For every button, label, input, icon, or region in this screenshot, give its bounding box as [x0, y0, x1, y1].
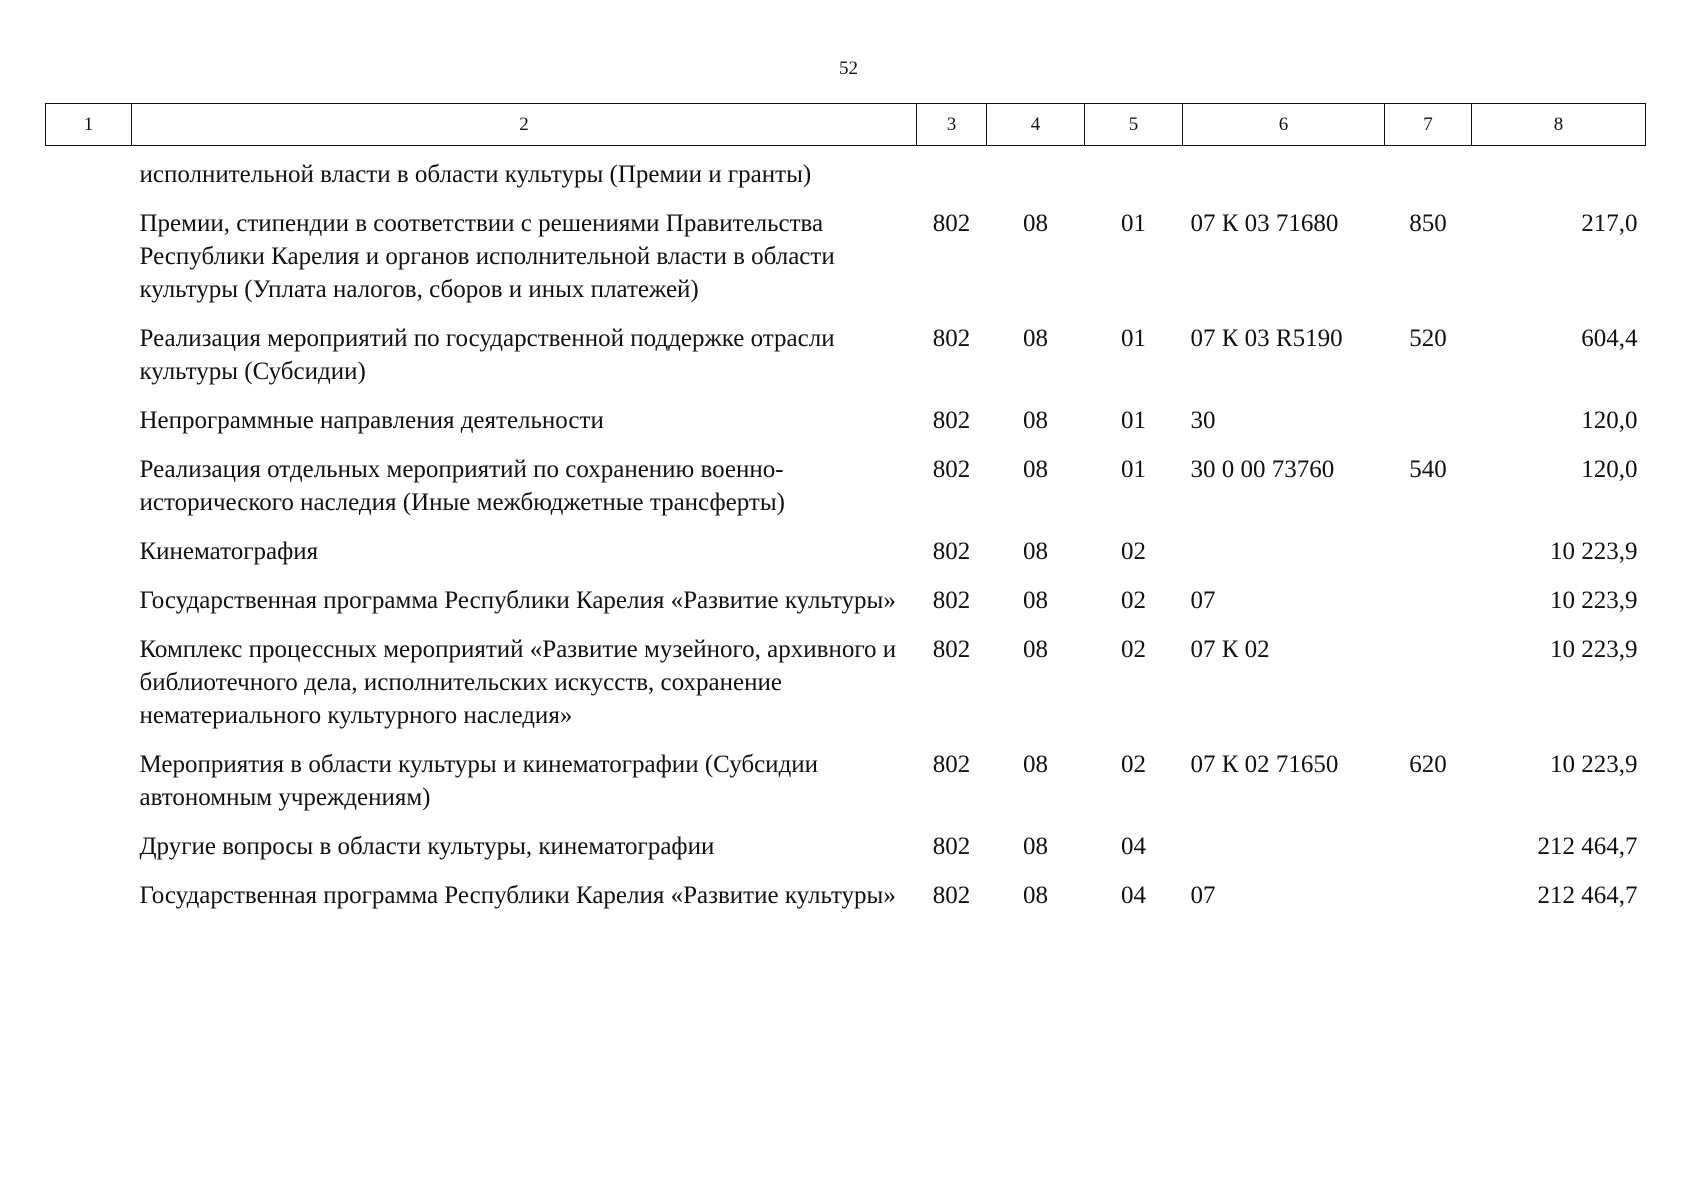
cell-amount: 120,0 — [1581, 456, 1638, 483]
cell-name: Другие вопросы в области культуры, кинематографии — [139, 833, 715, 860]
cell-number — [46, 535, 132, 584]
cell-expense-type: 850 — [1409, 210, 1447, 237]
cell-amount: 212 464,7 — [1537, 882, 1638, 909]
cell-section-code: 08 — [1023, 882, 1048, 909]
cell-section-code: 08 — [1023, 587, 1048, 614]
table-row — [46, 207, 1646, 322]
cell-target-article: 07 К 03 71680 — [1190, 210, 1339, 237]
cell-number — [46, 879, 132, 928]
cell-expense-type — [1385, 584, 1472, 633]
cell-number — [46, 584, 132, 633]
cell-section-code: 08 — [1023, 833, 1048, 860]
cell-number — [46, 748, 132, 830]
column-number-header-row — [46, 104, 1646, 146]
cell-department-code: 802 — [932, 833, 971, 860]
cell-target-article: 07 — [1190, 587, 1216, 614]
cell-expense-type: 520 — [1409, 325, 1447, 352]
column-header: 8 — [1472, 104, 1646, 146]
cell-department-code: 802 — [932, 325, 971, 352]
table-row — [46, 748, 1646, 830]
cell-name: Непрограммные направления деятельности — [139, 407, 604, 434]
column-header: 1 — [46, 104, 132, 146]
column-header: 6 — [1183, 104, 1385, 146]
cell-name: Реализация мероприятий по государственной поддержке отрасли культуры (Субсидии) — [139, 325, 835, 385]
table-row — [46, 322, 1646, 404]
cell-amount: 120,0 — [1581, 407, 1638, 434]
cell-department-code: 802 — [932, 636, 971, 663]
cell-name: Премии, стипендии в соответствии с решениями Правительства Республики Карелия и органов исполнительной власти в области культуры (Уплата налогов, сборов и иных платежей) — [139, 210, 835, 303]
cell-department-code: 802 — [932, 407, 971, 434]
cell-department-code: 802 — [932, 210, 971, 237]
cell-number — [46, 207, 132, 322]
cell-number — [46, 322, 132, 404]
cell-number — [46, 633, 132, 748]
cell-target-article — [1183, 146, 1385, 208]
cell-department-code: 802 — [932, 538, 971, 565]
cell-department-code: 802 — [932, 587, 971, 614]
cell-section-code: 08 — [1023, 538, 1048, 565]
table-row — [46, 146, 1646, 208]
cell-section-code: 08 — [1023, 210, 1048, 237]
cell-expense-type — [1385, 879, 1472, 928]
cell-subsection-code: 01 — [1121, 456, 1146, 483]
cell-amount: 217,0 — [1581, 210, 1638, 237]
cell-subsection-code: 01 — [1121, 407, 1146, 434]
cell-section-code: 08 — [1023, 456, 1048, 483]
column-header: 4 — [987, 104, 1085, 146]
cell-number — [46, 146, 132, 208]
table-row — [46, 879, 1646, 928]
table-body — [46, 146, 1646, 929]
cell-department-code: 802 — [932, 456, 971, 483]
cell-expense-type — [1385, 535, 1472, 584]
cell-expense-type: 540 — [1409, 456, 1447, 483]
cell-section-code: 08 — [1023, 407, 1048, 434]
cell-expense-type — [1385, 146, 1472, 208]
cell-amount — [1472, 146, 1646, 208]
cell-subsection-code: 02 — [1121, 587, 1146, 614]
cell-subsection-code: 02 — [1121, 751, 1146, 778]
cell-amount: 10 223,9 — [1550, 538, 1638, 565]
cell-number — [46, 830, 132, 879]
cell-subsection-code: 01 — [1121, 210, 1146, 237]
cell-department-code — [917, 146, 987, 208]
cell-department-code: 802 — [932, 751, 971, 778]
column-header: 5 — [1085, 104, 1183, 146]
table-row — [46, 404, 1646, 453]
cell-target-article: 07 К 03 R5190 — [1190, 325, 1343, 352]
cell-section-code — [987, 146, 1085, 208]
cell-number — [46, 404, 132, 453]
cell-subsection-code: 02 — [1121, 538, 1146, 565]
cell-name: Комплекс процессных мероприятий «Развитие музейного, архивного и библиотечного дела, исполнительских искусств, сохранение нематериального культурного наследия» — [139, 636, 897, 729]
cell-target-article: 07 К 02 71650 — [1190, 751, 1339, 778]
cell-target-article — [1183, 535, 1385, 584]
cell-department-code: 802 — [932, 882, 971, 909]
budget-table — [45, 103, 1646, 928]
cell-target-article: 30 — [1190, 407, 1216, 434]
cell-expense-type — [1385, 404, 1472, 453]
column-header: 2 — [132, 104, 917, 146]
cell-target-article — [1183, 830, 1385, 879]
table-row — [46, 453, 1646, 535]
table-row — [46, 830, 1646, 879]
cell-amount: 604,4 — [1581, 325, 1638, 352]
cell-target-article: 07 — [1190, 882, 1216, 909]
cell-target-article: 30 0 00 73760 — [1190, 456, 1335, 483]
table-row — [46, 633, 1646, 748]
table-row — [46, 535, 1646, 584]
cell-amount: 10 223,9 — [1550, 636, 1638, 663]
cell-target-article: 07 К 02 — [1190, 636, 1270, 663]
table-row — [46, 584, 1646, 633]
cell-subsection-code: 02 — [1121, 636, 1146, 663]
cell-subsection-code — [1085, 146, 1183, 208]
cell-name: исполнительной власти в области культуры (Премии и гранты) — [139, 161, 812, 188]
cell-subsection-code: 04 — [1121, 882, 1146, 909]
cell-amount: 212 464,7 — [1537, 833, 1638, 860]
cell-section-code: 08 — [1023, 751, 1048, 778]
cell-name: Государственная программа Республики Карелия «Развитие культуры» — [139, 882, 896, 909]
page-number: 52 — [839, 58, 858, 79]
cell-amount: 10 223,9 — [1550, 751, 1638, 778]
cell-expense-type — [1385, 633, 1472, 748]
cell-name: Кинематография — [139, 538, 319, 565]
cell-expense-type: 620 — [1409, 751, 1447, 778]
cell-name: Мероприятия в области культуры и кинематографии (Субсидии автономным учреждениям) — [139, 751, 819, 811]
cell-subsection-code: 04 — [1121, 833, 1146, 860]
cell-expense-type — [1385, 830, 1472, 879]
cell-subsection-code: 01 — [1121, 325, 1146, 352]
column-header: 3 — [917, 104, 987, 146]
cell-section-code: 08 — [1023, 636, 1048, 663]
column-header: 7 — [1385, 104, 1472, 146]
cell-name: Реализация отдельных мероприятий по сохранению военно-исторического наследия (Иные межбюджетные трансферты) — [139, 456, 785, 516]
cell-section-code: 08 — [1023, 325, 1048, 352]
cell-name: Государственная программа Республики Карелия «Развитие культуры» — [139, 587, 896, 614]
cell-number — [46, 453, 132, 535]
cell-amount: 10 223,9 — [1550, 587, 1638, 614]
